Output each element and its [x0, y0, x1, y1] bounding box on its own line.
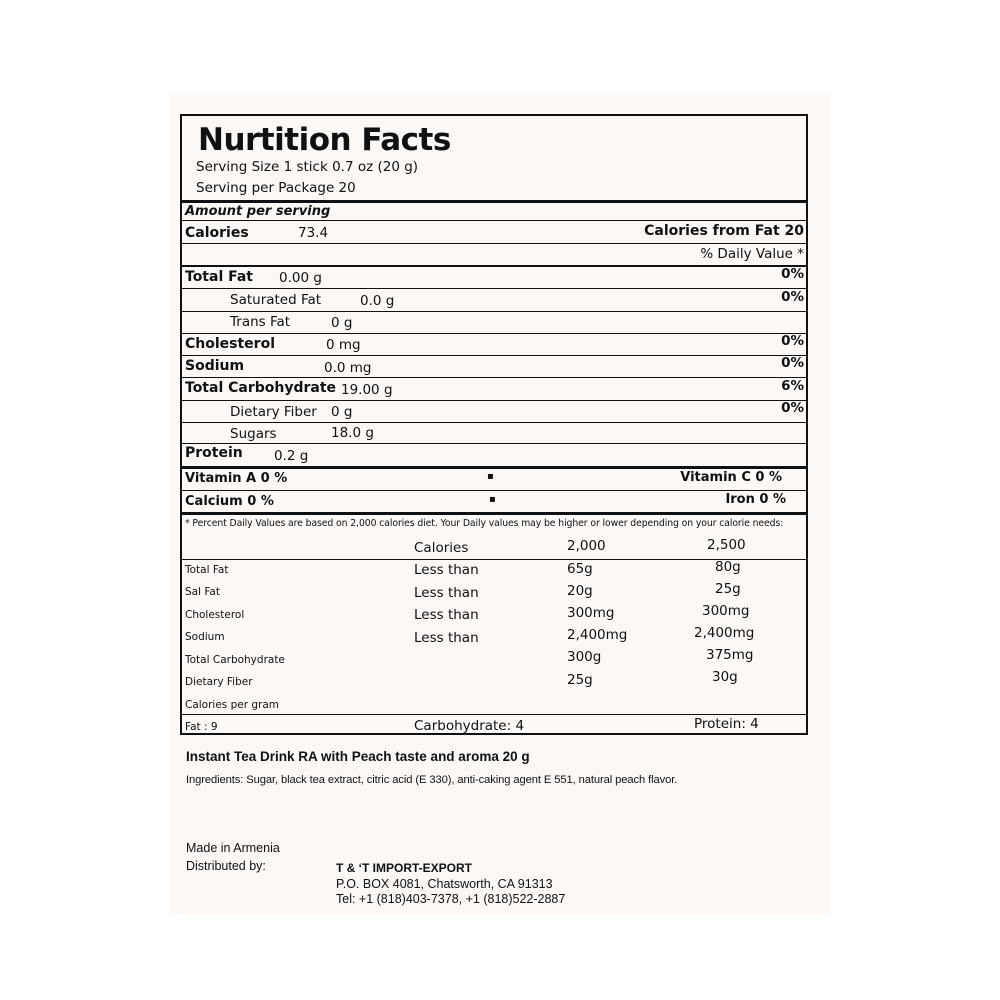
- divider: [182, 400, 806, 401]
- nutrient-name: Cholesterol: [185, 336, 275, 352]
- footnote: * Percent Daily Values are based on 2,000 calories diet. Your Daily values may be higher or lower depending on your calorie needs:: [185, 518, 784, 529]
- vitamin-a: Vitamin A 0 %: [185, 471, 288, 486]
- ref-header-2000: 2,000: [567, 538, 606, 554]
- ref-row-2000: 20g: [567, 583, 593, 599]
- ref-row-qualifier: Less than: [414, 630, 479, 646]
- calcium: Calcium 0 %: [185, 494, 274, 509]
- ref-row-label: Dietary Fiber: [185, 676, 253, 688]
- divider: [182, 377, 806, 378]
- ref-row-label: Cholesterol: [185, 609, 245, 621]
- ref-row-2500: 80g: [715, 559, 741, 575]
- ref-header-calories: Calories: [414, 540, 469, 556]
- calories-per-gram-label: Calories per gram: [185, 699, 280, 711]
- ref-row-2500: 375mg: [706, 647, 754, 663]
- nutrient-dv: 6%: [781, 378, 804, 394]
- nutrient-amount: 0.0 mg: [324, 360, 372, 376]
- divider: [182, 288, 806, 289]
- product-name: Instant Tea Drink RA with Peach taste and aroma 20 g: [186, 749, 530, 764]
- nutrient-dv: 0%: [781, 266, 804, 282]
- nutrient-amount: 0 g: [331, 315, 353, 331]
- ref-row-label: Sodium: [185, 631, 225, 643]
- nutrient-dv: 0%: [781, 333, 804, 349]
- divider: [182, 714, 806, 715]
- nutrient-name: Total Carbohydrate: [185, 380, 337, 396]
- bullet-icon: ▪: [489, 494, 496, 505]
- divider: [182, 466, 806, 469]
- divider: [182, 355, 806, 356]
- nutrient-amount: 0 g: [331, 404, 353, 420]
- made-in: Made in Armenia: [186, 841, 280, 855]
- company-name: T & ‘T IMPORT-EXPORT: [336, 861, 473, 875]
- nutrient-dv: 0%: [781, 355, 804, 371]
- distributed-by-label: Distributed by:: [186, 859, 266, 873]
- calories-from-fat: Calories from Fat 20: [644, 223, 804, 239]
- protein-per-gram: Protein: 4: [694, 716, 759, 732]
- divider: [182, 220, 806, 221]
- nutrient-name: Saturated Fat: [230, 292, 322, 308]
- amount-per-serving: Amount per serving: [185, 204, 331, 219]
- serving-per-package: Serving per Package 20: [196, 180, 356, 196]
- ref-row-2000: 65g: [567, 561, 593, 577]
- ref-row-qualifier: Less than: [414, 607, 479, 623]
- nutrient-name: Protein: [185, 445, 243, 461]
- nutrient-dv: 0%: [781, 289, 804, 305]
- divider: [182, 443, 806, 444]
- divider: [182, 243, 806, 244]
- divider: [182, 512, 806, 515]
- ref-row-2000: 300g: [567, 649, 602, 665]
- ref-row-2500: 2,400mg: [694, 625, 755, 641]
- ref-row-2000: 2,400mg: [567, 627, 628, 643]
- divider: [182, 200, 806, 203]
- ingredients: Ingredients: Sugar, black tea extract, citric acid (E 330), anti-caking agent E 551, natural peach flavor.: [186, 774, 678, 786]
- ref-row-label: Total Carbohydrate: [185, 654, 285, 666]
- nutrient-name: Total Fat: [185, 269, 254, 285]
- nutrient-amount: 19.00 g: [341, 382, 393, 398]
- carbohydrate-per-gram: Carbohydrate: 4: [414, 718, 525, 734]
- nutrient-amount: 0 mg: [326, 337, 361, 353]
- nutrient-name: Sugars: [230, 426, 277, 442]
- ref-row-qualifier: Less than: [414, 585, 479, 601]
- ref-row-qualifier: Less than: [414, 562, 479, 578]
- ref-row-2500: 30g: [712, 669, 738, 685]
- ref-row-2500: 25g: [715, 581, 741, 597]
- calories-label: Calories: [185, 225, 249, 241]
- nutrient-name: Trans Fat: [230, 314, 291, 330]
- ref-row-2000: 300mg: [567, 605, 615, 621]
- divider: [182, 333, 806, 334]
- vitamin-c: Vitamin C 0 %: [680, 470, 782, 485]
- divider: [182, 311, 806, 312]
- ref-row-2000: 25g: [567, 672, 593, 688]
- ref-row-label: Sal Fat: [185, 586, 220, 598]
- nutrient-name: Dietary Fiber: [230, 404, 317, 420]
- serving-size: Serving Size 1 stick 0.7 oz (20 g): [196, 159, 419, 175]
- divider: [182, 559, 806, 560]
- company-address: P.O. BOX 4081, Chatsworth, CA 91313: [336, 877, 553, 891]
- nutrition-facts-panel: [180, 114, 808, 735]
- daily-value-header: % Daily Value *: [700, 246, 804, 262]
- ref-row-2500: 300mg: [702, 603, 750, 619]
- nutrient-dv: 0%: [781, 400, 804, 416]
- nutrient-amount: 18.0 g: [331, 425, 374, 441]
- divider: [182, 265, 806, 267]
- nutrient-amount: 0.2 g: [274, 448, 309, 464]
- nutrition-title: Nurtition Facts: [198, 122, 451, 158]
- ref-header-2500: 2,500: [707, 537, 746, 553]
- fat-per-gram: Fat : 9: [185, 721, 218, 733]
- nutrient-name: Sodium: [185, 358, 245, 374]
- nutrient-amount: 0.0 g: [360, 293, 395, 309]
- divider: [182, 422, 806, 423]
- company-phone: Tel: +1 (818)403-7378, +1 (818)522-2887: [336, 892, 566, 906]
- divider: [182, 490, 806, 491]
- nutrient-amount: 0.00 g: [279, 270, 322, 286]
- iron: Iron 0 %: [725, 492, 786, 507]
- ref-row-label: Total Fat: [185, 564, 229, 576]
- calories-value: 73.4: [298, 225, 329, 241]
- bullet-icon: ▪: [487, 471, 494, 482]
